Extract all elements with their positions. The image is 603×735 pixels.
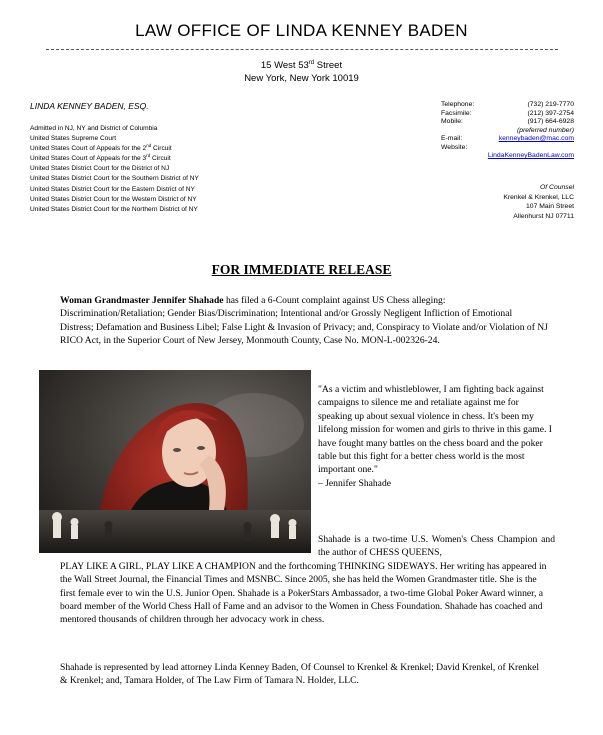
header-divider: [46, 49, 558, 50]
bio-paragraph-start: Shahade is a two-time U.S. Women's Chess Champion and the author of CHESS QUEENS,: [318, 534, 555, 559]
admission-item: United States District Court for the Southern District of NY: [30, 175, 199, 183]
city-line: New York, New York 10019: [244, 73, 359, 84]
website-row: [441, 152, 574, 161]
bio-paragraph-continued: PLAY LIKE A GIRL, PLAY LIKE A CHAMPION and the forthcoming THINKING SIDEWAYS. Her writing has appeared in the Wall Street Journal, the Financial Times and MSNBC. Since 2005, she has held the Women Grandmaster title. She is the first female ever to win the U.S. Junior Open. Shahade is a PokerStars Ambassador, a two-time Global Poker Award winner, a board member of the World Chess Hall of Fame and an advisor to the Women in Chess Foundation. Shahade has coached and mentored thousands of children through her advocacy work in chess.: [60, 561, 547, 626]
mobile-row: [441, 118, 574, 127]
intro-text: has filed a 6-Count complaint against US Chess alleging: Discrimination/Retaliation; Gender Bias/Discrimination; Intentional and/or Grossly Negligent Infliction of Emotional Distress; Defamation and Business Libel; False Light & Invasion of Privacy; and, Conspiracy to Violate and/or Violation of NJ RICO Act, in the Superior Court of New Jersey, Monmouth County, Case No. MON-L-002326-24.: [60, 295, 548, 346]
quote-block: [318, 383, 555, 490]
intro-subject: Woman Grandmaster Jennifer Shahade: [60, 295, 224, 306]
telephone-row: [441, 101, 574, 110]
of-counsel-street: 107 Main Street: [526, 203, 574, 210]
email-label: E-mail:: [441, 135, 463, 142]
telephone-number: (732) 219-7770: [527, 101, 574, 108]
of-counsel-city: Allenhurst NJ 07711: [513, 212, 574, 220]
website-label-row: [441, 144, 574, 153]
mobile-note: (preferred number): [516, 126, 574, 134]
of-counsel-block: [441, 183, 574, 221]
street-ordinal-suffix: rd: [308, 60, 315, 66]
portrait-photo: [39, 370, 311, 553]
email-link[interactable]: kenneybaden@mac.com: [498, 135, 574, 142]
admission-item: United States District Court for the Eastern District of NY: [30, 185, 195, 193]
street-number: 15 West 53: [260, 60, 309, 72]
mobile-number: (917) 664-6928: [527, 118, 574, 125]
facsimile-number: (212) 397-2754: [527, 109, 574, 117]
attorney-name: LINDA KENNEY BADEN, ESQ.: [30, 101, 149, 111]
mobile-note-row: [441, 127, 574, 136]
admission-item: United States District Court for the Western District of NY: [30, 195, 197, 203]
portrait-photo-illustration: [39, 370, 311, 553]
telephone-label: Telephone:: [441, 101, 475, 108]
firm-name: LAW OFFICE OF LINDA KENNEY BADEN: [135, 21, 468, 40]
quote-attribution: – Jennifer Shahade: [318, 477, 391, 489]
of-counsel-firm: Krenkel & Krenkel, LLC: [503, 193, 574, 201]
admission-item: United States Court of Appeals for the 3rd Circuit: [30, 153, 171, 163]
website-link[interactable]: LindaKenneyBadenLaw.com: [487, 152, 574, 159]
admission-item: United States District Court for the District of NJ: [30, 165, 170, 173]
admissions-list: [30, 124, 199, 215]
admission-item: United States Court of Appeals for the 2nd Circuit: [30, 143, 172, 153]
facsimile-label: Facsimile:: [441, 109, 472, 117]
website-label: Website:: [441, 143, 468, 151]
contact-block: [441, 101, 574, 161]
quote-text: "As a victim and whistleblower, I am fighting back against campaigns to silence me and retaliate against me for speaking up about sexual violence in chess. It's been my lifelong mission for women and girls to thrive in this game. I have fought many battles on the chess board and the poker table but this fight for a better chess world is the most important one.": [318, 384, 552, 476]
admission-item: United States Supreme Court: [30, 135, 117, 143]
street-name: Street: [314, 60, 343, 72]
intro-paragraph: [60, 294, 548, 347]
facsimile-row: [441, 110, 574, 119]
admission-item: Admitted in NJ, NY and District of Columbia: [30, 125, 158, 132]
release-heading: FOR IMMEDIATE RELEASE: [211, 262, 392, 277]
of-counsel-label: Of Counsel: [539, 184, 574, 191]
admission-item: United States District Court for the Northern District of NY: [30, 205, 198, 213]
representation-paragraph: Shahade is represented by lead attorney Linda Kenney Baden, Of Counsel to Krenkel & Krenkel; David Krenkel, of Krenkel & Krenkel; and, Tamara Holder, of The Law Firm of Tamara N. Holder, LLC.: [60, 662, 539, 687]
email-row: [441, 135, 574, 144]
mobile-label: Mobile:: [441, 118, 463, 125]
street-address: [0, 60, 603, 71]
